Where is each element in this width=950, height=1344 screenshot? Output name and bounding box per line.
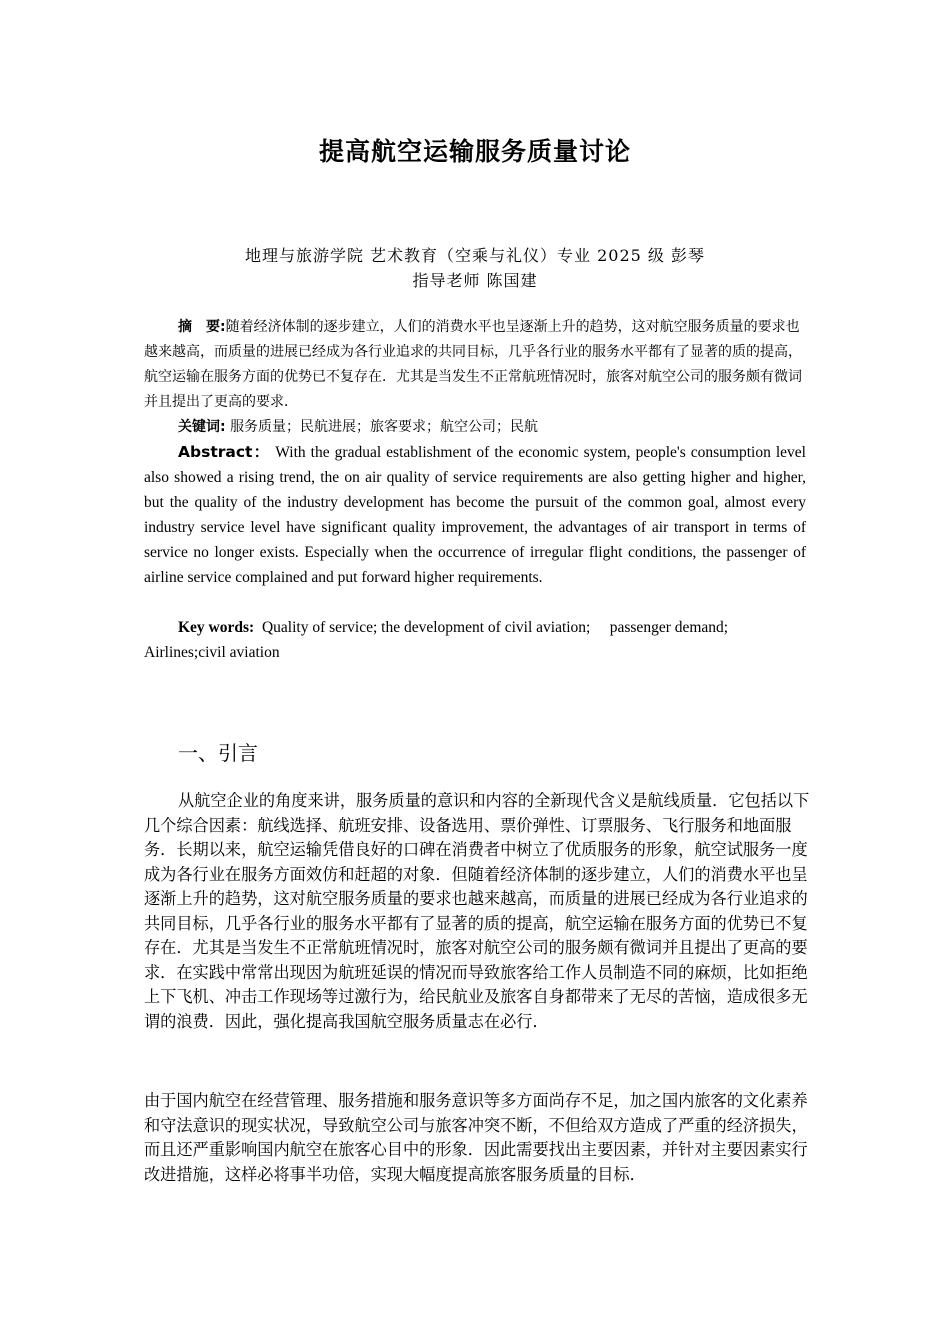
- body-paragraph-1: 从航空企业的角度来讲，服务质量的意识和内容的全新现代含义是航线质量．它包括以下几个综合因素：航线选择、航班安排、设备选用、票价弹性、订票服务、飞行服务和地面服务．长期以来，航空运输凭借良好的口碑在消费者中树立了优质服务的形象，航空试服务一度成为各行业在服务方面效仿和赶超的对象．但随着经济体制的逐步建立，人们的消费水平也呈逐渐上升的趋势，这对航空服务质量的要求也越来越高，而质量的进展已经成为各行业追求的共同目标，几乎各行业的服务水平都有了显著的质的提高，航空运输在服务方面的优势已不复存在．尤其是当发生不正常航班情况时，旅客对航空公司的服务颇有微词并且提出了更高的要求．在实践中常常出现因为航班延误的情况而导致旅客给工作人员制造不同的麻烦，比如拒绝上下飞机、冲击工作现场等过激行为，给民航业及旅客自身都带来了无尽的苦恼，造成很多无谓的浪费．因此，强化提高我国航空服务质量志在必行．: [144, 791, 810, 1031]
- chinese-keywords-text: 服务质量；民航进展；旅客要求；航空公司；民航: [230, 419, 539, 435]
- paper-title: 提高航空运输服务质量讨论: [318, 137, 631, 166]
- body-paragraph-2: 由于国内航空在经营管理、服务措施和服务意识等多方面尚存不足，加之国内旅客的文化素养和守法意识的现实状况，导致航空公司与旅客冲突不断，不但给双方造成了严重的经济损失，而且还严重影响国内航空在旅客心目中的形象．因此需要找出主要因素，并针对主要因素实行改进措施，这样必将事半功倍，实现大幅度提高旅客服务质量的目标．: [144, 1091, 808, 1184]
- english-keywords: [144, 615, 806, 665]
- english-abstract-text: With the gradual establishment of the economic system, people's consumption level also showed a rising trend, the on air quality of service requirements are also getting higher and higher, but the quality of the industry development has become the pursuit of the common goal, almost every industry service level have significant quality improvement, the advantages of air transport in terms of service no longer exists. Especially when the occurrence of irregular flight conditions, the passenger of airline service complained and put forward higher requirements.: [144, 444, 806, 586]
- english-keywords-text: Quality of service; the development of civil aviation; passenger demand; Airlines;civil aviation: [144, 619, 729, 661]
- chinese-abstract-label: 摘 要:: [178, 319, 226, 335]
- chinese-keywords: [144, 415, 806, 440]
- advisor-line: 指导老师 陈国建: [412, 271, 538, 290]
- author-line: 地理与旅游学院 艺术教育（空乘与礼仪）专业 2025 级 彭琴: [244, 246, 706, 265]
- english-abstract-label: Abstract：: [178, 443, 271, 461]
- chinese-abstract: [144, 315, 806, 415]
- chinese-abstract-text: 随着经济体制的逐步建立，人们的消费水平也呈逐渐上升的趋势，这对航空服务质量的要求也越来越高，而质量的进展已经成为各行业追求的共同目标，几乎各行业的服务水平都有了显著的质的提高，航空运输在服务方面的优势已不复存在．尤其是当发生不正常航班情况时，旅客对航空公司的服务颇有微词并且提出了更高的要求．: [144, 319, 802, 410]
- chinese-keywords-label: 关键词:: [178, 419, 226, 435]
- english-keywords-label: Key words:: [178, 619, 255, 636]
- section-heading: 一、引言: [178, 741, 258, 765]
- english-abstract: [144, 440, 806, 590]
